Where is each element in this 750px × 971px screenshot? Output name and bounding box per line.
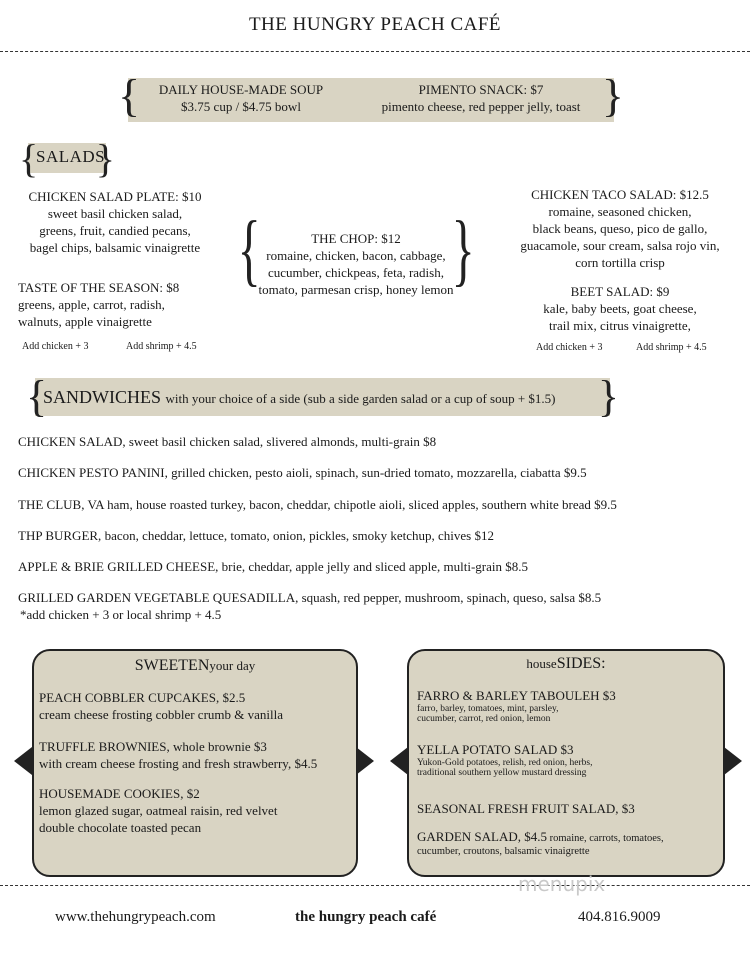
sandwich-note: *add chicken + 3 or local shrimp + 4.5 bbox=[20, 607, 222, 622]
right-point-icon bbox=[356, 747, 374, 775]
salads-heading: SALADS bbox=[36, 147, 106, 166]
sandwich-item: CHICKEN PESTO PANINI, grilled chicken, pesto aioli, spinach, sun-dried tomato, mozzarella, ciabatta $9.5 bbox=[18, 465, 587, 480]
website-link[interactable]: www.thehungrypeach.com bbox=[55, 909, 216, 925]
sandwiches-heading: SANDWICHES bbox=[43, 387, 162, 407]
right-point-icon bbox=[724, 747, 742, 775]
item-name: PEACH COBBLER CUPCAKES, bbox=[39, 690, 220, 705]
sandwich-item: THE CLUB, VA ham, house roasted turkey, bacon, cheddar, chipotle aioli, sliced apples, southern white bread $9.5 bbox=[18, 497, 617, 512]
sandwiches-heading-box: { SANDWICHES with your choice of a side (sub a side garden salad or a cup of soup + $1.5) } bbox=[26, 372, 619, 421]
right-brace: } bbox=[601, 70, 624, 121]
item-name: THP BURGER, bbox=[18, 528, 102, 543]
the-chop: { } THE CHOP: $12 romaine, chicken, bacon, cabbage, cucumber, chickpeas, feta, radish, tomato, parmesan crisp, honey lemon bbox=[237, 206, 475, 297]
salads-heading-box: { SALADS } bbox=[19, 136, 115, 181]
chicken-taco-salad: CHICKEN TACO SALAD: $12.5 romaine, seasoned chicken, black beans, queso, pico de gallo, guacamole, sour cream, salsa rojo vin, corn tortilla crisp bbox=[500, 186, 740, 271]
item-name: TASTE OF THE SEASON: $8 bbox=[18, 280, 180, 295]
add-shrimp-right: Add shrimp + 4.5 bbox=[636, 342, 707, 353]
pimento-title: PIMENTO SNACK: $7 bbox=[418, 82, 544, 97]
item-name: FARRO & BARLEY TABOULEH $3 bbox=[417, 688, 616, 703]
sweeten-box bbox=[32, 649, 358, 877]
soup-pimento-box bbox=[118, 70, 624, 122]
sweeten-heading-sub: your day bbox=[209, 658, 256, 673]
sandwich-item: GRILLED GARDEN VEGETABLE QUESADILLA, squash, red pepper, mushroom, spinach, queso, salsa $8.5 bbox=[18, 590, 602, 605]
bottom-divider bbox=[0, 885, 750, 886]
sandwich-item: CHICKEN SALAD, sweet basil chicken salad, slivered almonds, multi-grain $8 bbox=[18, 434, 437, 449]
sweet-item: HOUSEMADE COOKIES, $2 lemon glazed sugar, oatmeal raisin, red velvet double chocolate toasted pecan bbox=[39, 786, 278, 835]
left-point-icon bbox=[14, 747, 32, 775]
soup-title: DAILY HOUSE-MADE SOUP bbox=[158, 82, 324, 97]
item-name: BEET SALAD: $9 bbox=[570, 284, 670, 299]
soup-price: $3.75 cup / $4.75 bowl bbox=[181, 99, 301, 114]
top-divider bbox=[0, 51, 750, 52]
side-item: FARRO & BARLEY TABOULEH $3 farro, barley, tomatoes, mint, parsley, cucumber, carrot, red onion, lemon bbox=[417, 687, 721, 724]
item-name: HOUSEMADE COOKIES, bbox=[39, 786, 184, 801]
pimento-desc: pimento cheese, red pepper jelly, toast bbox=[381, 99, 581, 114]
side-item: GARDEN SALAD, $4.5 romaine, carrots, tomatoes, cucumber, croutons, balsamic vinaigrette bbox=[417, 829, 664, 857]
add-shrimp-left: Add shrimp + 4.5 bbox=[126, 341, 197, 352]
phone-number[interactable]: 404.816.9009 bbox=[578, 909, 661, 925]
sides-heading: SIDES: bbox=[556, 655, 606, 672]
item-name: YELLA POTATO SALAD $3 bbox=[417, 742, 574, 757]
sweeten-heading: SWEETEN bbox=[134, 657, 210, 674]
chicken-salad-plate: CHICKEN SALAD PLATE: $10 sweet basil chicken salad, greens, fruit, candied pecans, bagel chips, balsamic vinaigrette bbox=[10, 188, 220, 256]
add-chicken-right: Add chicken + 3 bbox=[536, 342, 603, 353]
sweet-item: TRUFFLE BROWNIES, whole brownie $3 with cream cheese frosting and fresh strawberry, $4.5 bbox=[39, 739, 318, 771]
item-name: CHICKEN SALAD, bbox=[18, 434, 126, 449]
left-brace: { bbox=[118, 70, 141, 121]
sides-box bbox=[407, 649, 725, 877]
menu-title: THE HUNGRY PEACH CAFÉ bbox=[248, 14, 502, 35]
item-name: TRUFFLE BROWNIES, bbox=[39, 739, 170, 754]
sweet-item: PEACH COBBLER CUPCAKES, $2.5 cream cheese frosting cobbler crumb & vanilla bbox=[39, 690, 284, 722]
watermark: menupix bbox=[518, 872, 606, 896]
item-name: APPLE & BRIE GRILLED CHEESE, bbox=[18, 559, 219, 574]
add-chicken-left: Add chicken + 3 bbox=[22, 341, 89, 352]
sides-heading-sub: house bbox=[526, 656, 557, 671]
item-name: GARDEN SALAD, bbox=[417, 829, 521, 844]
sandwich-item: APPLE & BRIE GRILLED CHEESE, brie, cheddar, apple jelly and sliced apple, multi-grain $8.5 bbox=[18, 559, 528, 574]
sandwiches-subheading: with your choice of a side (sub a side garden salad or a cup of soup + $1.5) bbox=[165, 391, 556, 406]
item-name: GRILLED GARDEN VEGETABLE QUESADILLA, bbox=[18, 590, 299, 605]
item-name: CHICKEN PESTO PANINI, bbox=[18, 465, 168, 480]
item-name: CHICKEN TACO SALAD: $12.5 bbox=[531, 187, 709, 202]
side-item: YELLA POTATO SALAD $3 Yukon-Gold potatoes, relish, red onion, herbs, traditional southern yellow mustard dressing bbox=[417, 741, 721, 778]
item-name: CHICKEN SALAD PLATE: $10 bbox=[28, 189, 202, 204]
item-name: SEASONAL FRESH FRUIT SALAD, $3 bbox=[417, 801, 635, 816]
taste-of-the-season: TASTE OF THE SEASON: $8 greens, apple, carrot, radish, walnuts, apple vinaigrette bbox=[18, 279, 238, 330]
footer-cafe-name: the hungry peach café bbox=[295, 909, 437, 925]
sandwich-item: THP BURGER, bacon, cheddar, lettuce, tomato, onion, pickles, smoky ketchup, chives $12 bbox=[18, 528, 494, 543]
left-point-icon bbox=[390, 747, 408, 775]
item-name: THE CLUB, bbox=[18, 497, 85, 512]
side-item bbox=[417, 800, 721, 817]
item-name: THE CHOP: $12 bbox=[311, 231, 401, 246]
beet-salad: BEET SALAD: $9 kale, baby beets, goat cheese, trail mix, citrus vinaigrette, bbox=[500, 283, 740, 334]
